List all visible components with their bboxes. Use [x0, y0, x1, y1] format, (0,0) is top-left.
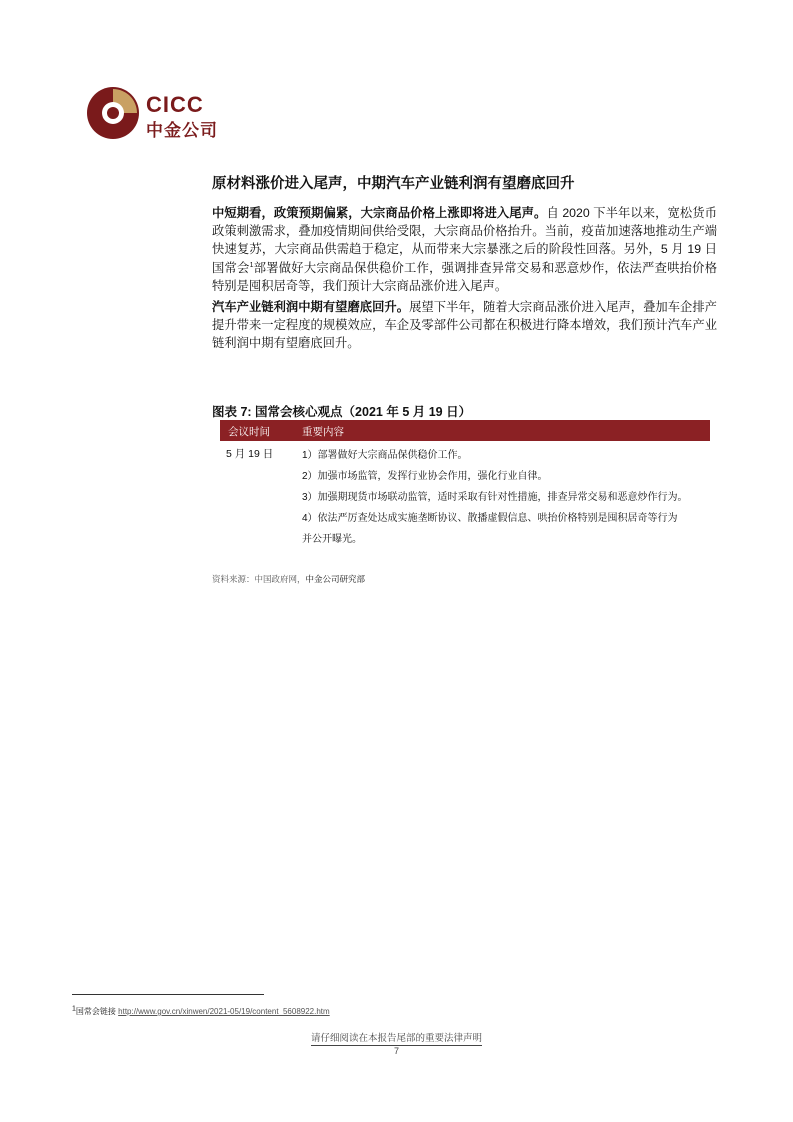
legal-disclaimer — [0, 1030, 793, 1044]
logo-text-en: CICC — [146, 92, 204, 117]
legal-disclaimer-text: 请仔细阅读在本报告尾部的重要法律声明 — [310, 1033, 482, 1044]
table-header-content: 重要内容 — [302, 426, 344, 438]
paragraph-1-lead: 中短期看，政策预期偏紧，大宗商品价格上涨即将进入尾声。 — [212, 206, 547, 220]
paragraph-1 — [212, 204, 717, 295]
paragraph-1-body-a: 自 2020 下半年以来，宽松货币政策刺激需求，叠加疫情期间供给受限，大宗商品价格抬升。当前，疫苗加速落地推动生产端快速复苏，大宗商品供需趋于稳定，从而带来大宗暴涨之后的阶段性回落。另外，5 月 19 日国常会 — [212, 206, 717, 275]
footnote-label: 国常会链接 — [75, 1007, 119, 1016]
footnote-link[interactable]: http://www.gov.cn/xinwen/2021-05/19/content_5608922.htm — [118, 1007, 330, 1016]
footnote-number: 1 — [72, 1005, 76, 1013]
source-note — [212, 573, 365, 585]
table-header-date: 会议时间 — [228, 426, 270, 438]
page-number: 7 — [393, 1046, 399, 1056]
section-title: 原材料涨价进入尾声，中期汽车产业链利润有望磨底回升 — [212, 176, 575, 192]
paragraph-2-lead: 汽车产业链利润中期有望磨底回升。 — [212, 300, 410, 314]
cicc-logo-icon — [86, 86, 140, 140]
table-cell-date: 5 月 19 日 — [226, 448, 274, 460]
table-row: 3）加强期现货市场联动监管，适时采取有针对性措施，排查异常交易和恶意炒作行为。 — [302, 492, 688, 503]
footnote-ref[interactable]: 1 — [249, 261, 254, 269]
figure-title: 图表 7: 国常会核心观点（2021 年 5 月 19 日） — [212, 405, 472, 419]
table-header — [220, 420, 710, 441]
footnote-divider — [72, 994, 264, 995]
table-row: 1）部署做好大宗商品保供稳价工作。 — [302, 450, 468, 461]
paragraph-2-body: 展望下半年，随着大宗商品涨价进入尾声，叠加车企排产提升带来一定程度的规模效应，车企及零部件公司都在积极进行降本增效，我们预计汽车产业链利润中期有望磨底回升。 — [212, 300, 717, 351]
cicc-logo — [86, 86, 236, 146]
table-row: 2）加强市场监管，发挥行业协会作用，强化行业自律。 — [302, 471, 548, 482]
source-label: 资料来源：中国政府网， — [212, 574, 306, 584]
paragraph-1-body-b: 部署做好大宗商品保供稳价工作，强调排查异常交易和恶意炒作，依法严查哄抬价格特别是囤积居奇等，我们预计大宗商品涨价进入尾声。 — [212, 260, 717, 293]
table-row: 4）依法严厉查处达成实施垄断协议、散播虚假信息、哄抬价格特别是囤积居奇等行为 — [302, 513, 678, 524]
footnote — [72, 1006, 330, 1017]
logo-text-cn: 中金公司 — [146, 121, 218, 140]
paragraph-2 — [212, 298, 717, 353]
table-row: 并公开曝光。 — [302, 534, 362, 545]
source-org: 中金公司研究部 — [305, 574, 366, 584]
